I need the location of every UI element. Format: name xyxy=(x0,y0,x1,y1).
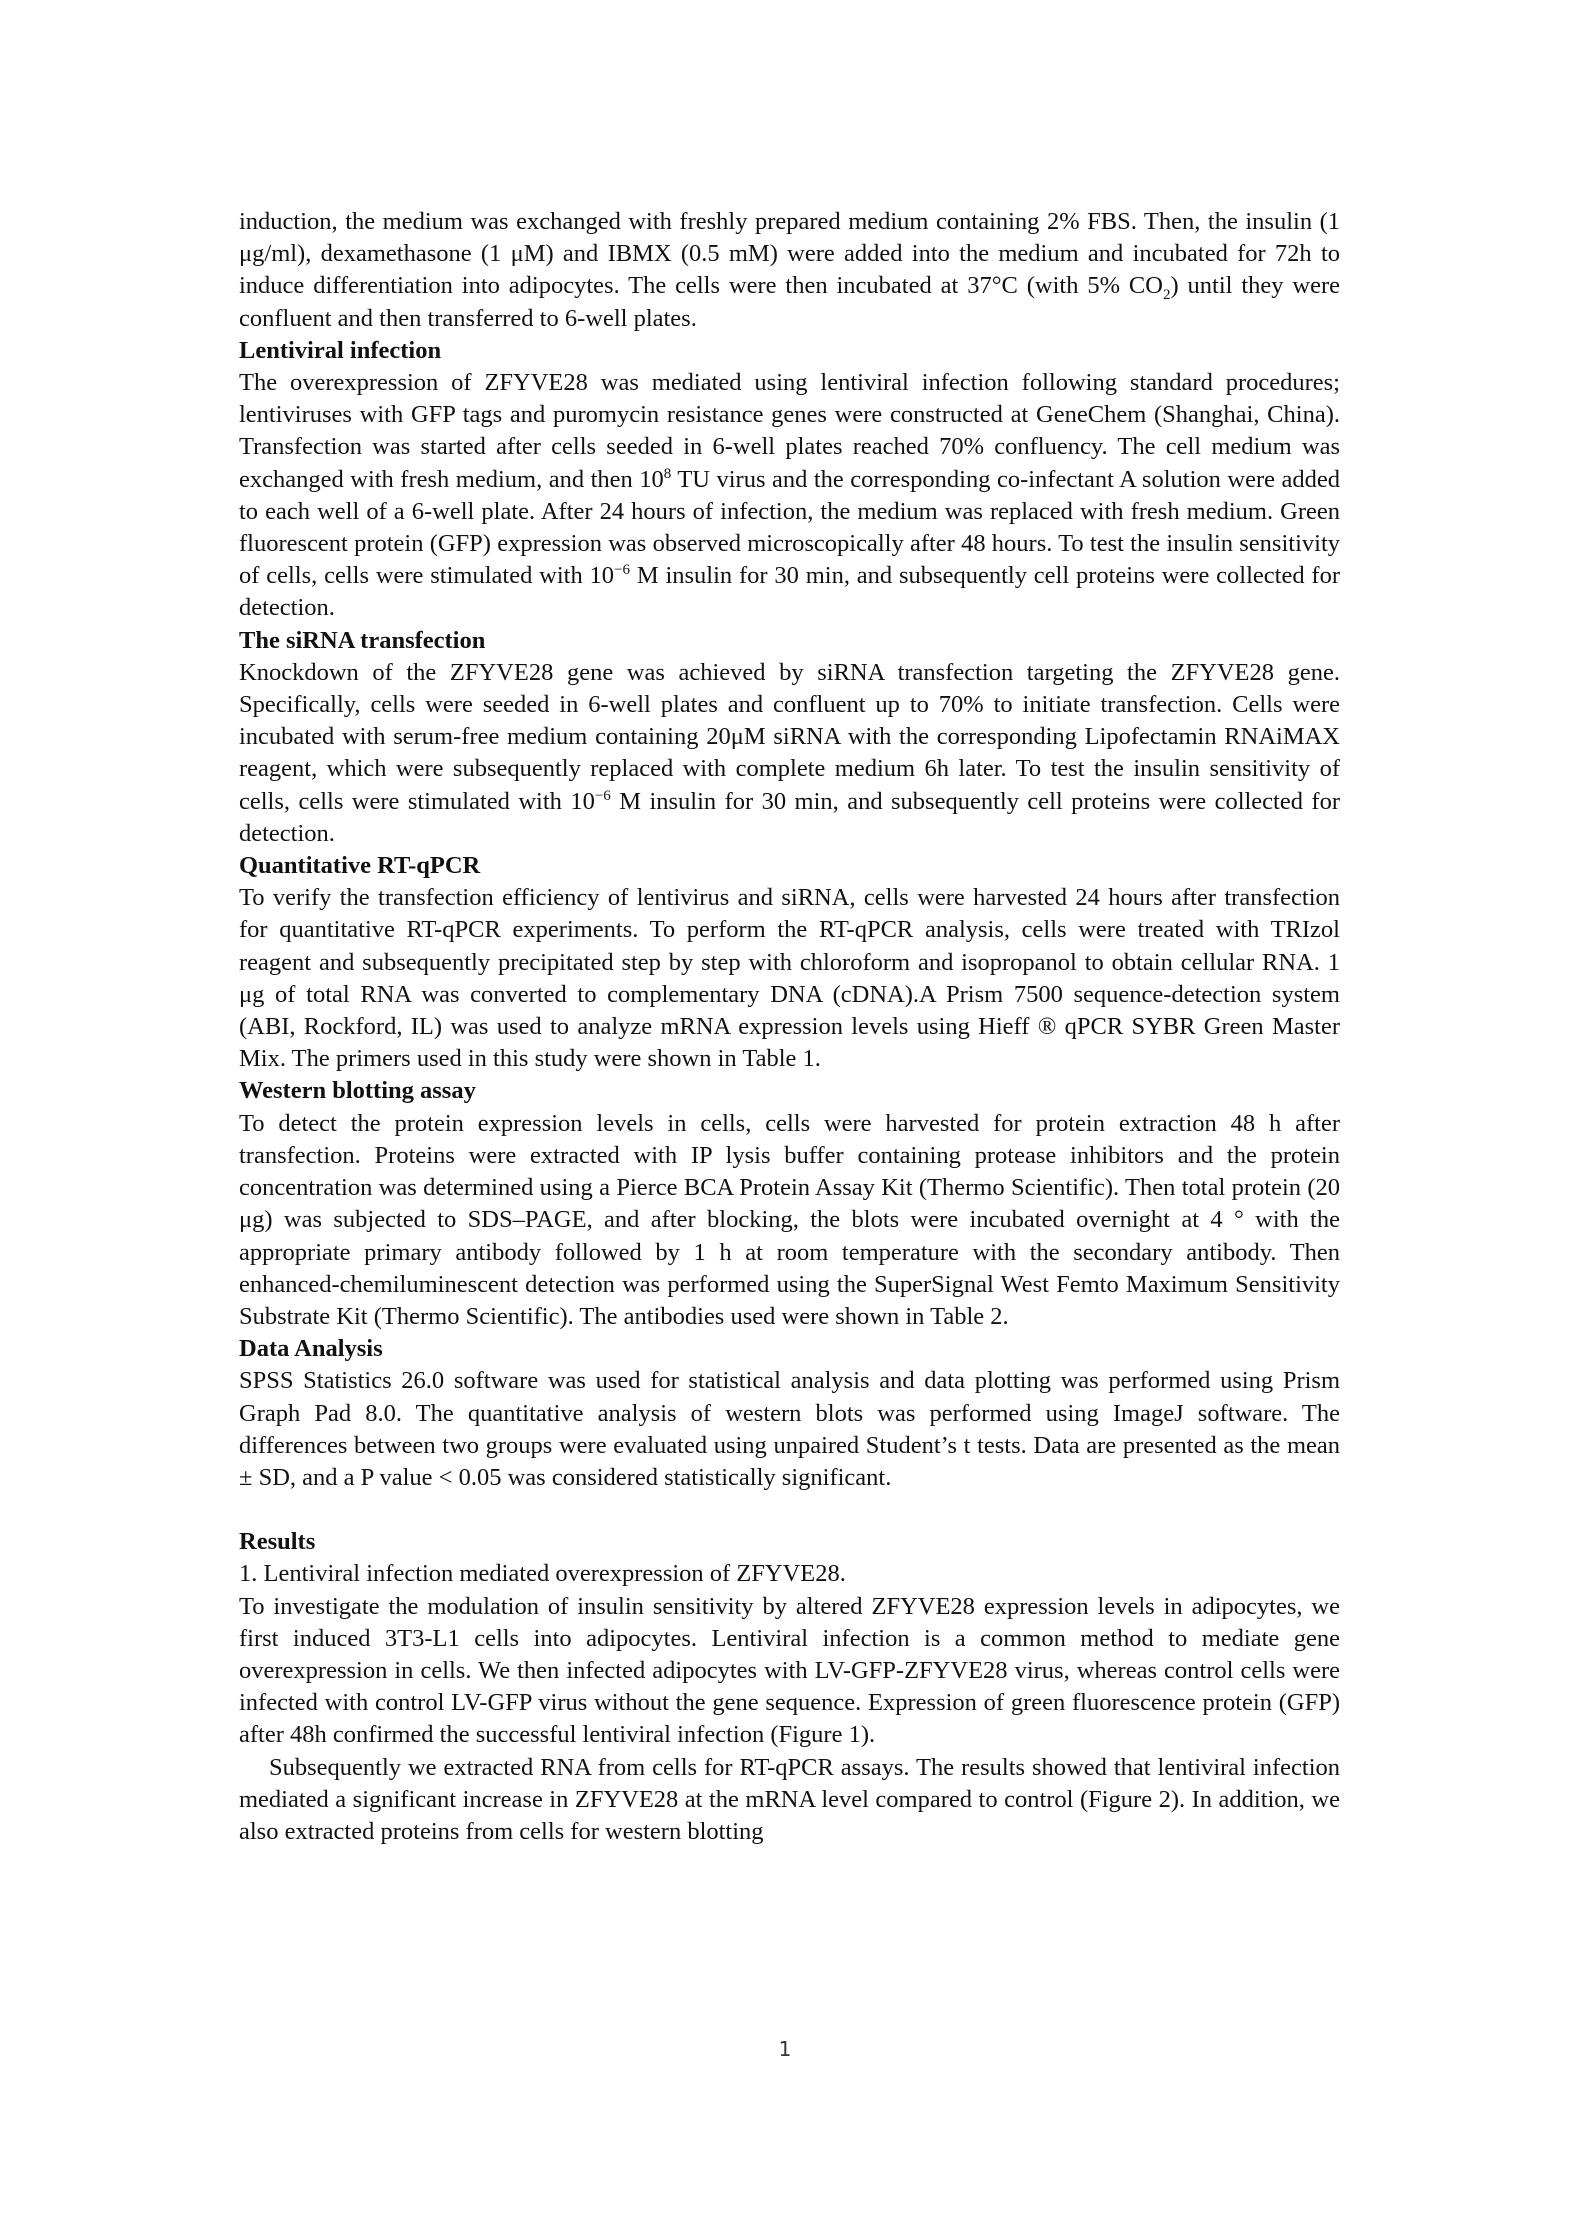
lentiviral-text-part3: M insulin for 30 min, and subsequently cell proteins were collected for detection. xyxy=(239,562,1340,622)
intro-text-part2: ) until they were confluent and then transferred to 6-well plates. xyxy=(239,272,1341,332)
results-paragraph-1: To investigate the modulation of insulin sensitivity by altered ZFYVE28 expression levels in adipocytes, we first induced 3T3-L1 cells into adipocytes. Lentiviral infection is a common method to mediate gene overexpression in cells. We then infected adipocytes with LV-GFP-ZFYVE28 virus, whereas control cells were infected with control LV-GFP virus without the gene sequence. Expression of green fluorescence protein (GFP) after 48h confirmed the successful lentiviral infection (Figure 1). xyxy=(239,1592,1340,1749)
document-page xyxy=(239,206,1340,1848)
sirna-text-part2: M insulin for 30 min, and subsequently cell proteins were collected for detection. xyxy=(239,787,1340,847)
section-spacer xyxy=(239,1494,1340,1526)
rtqpcr-paragraph: To verify the transfection efficiency of lentivirus and siRNA, cells were harvested 24 hours after transfection for quantitative RT-qPCR experiments. To perform the RT-qPCR analysis, cells were treated with TRIzol reagent and subsequently precipitated step by step with chloroform and isopropanol to obtain cellular RNA. 1 μg of total RNA was converted to complementary DNA (cDNA).A Prism 7500 sequence-detection system (ABI, Rockford, IL) was used to analyze mRNA expression levels using Hieff ® qPCR SYBR Green Master Mix. The primers used in this study were shown in Table 1. xyxy=(239,884,1340,1073)
results-paragraph-2: Subsequently we extracted RNA from cells for RT-qPCR assays. The results showed that lentiviral infection mediated a significant increase in ZFYVE28 at the mRNA level compared to control (Figure 2). In addition, we also extracted proteins from cells for western blotting xyxy=(239,1753,1340,1845)
lentiviral-paragraph xyxy=(239,367,1340,625)
sirna-insulin-exponent: −6 xyxy=(594,787,611,804)
virus-titer-exponent: 8 xyxy=(663,465,672,482)
sirna-text-part1: Knockdown of the ZFYVE28 gene was achieved by siRNA transfection targeting the ZFYVE28 gene. Specifically, cells were seeded in 6-well plates and confluent up to 70% to initiate transfection. Cells were incubated with serum-free medium containing 20μM siRNA with the corresponding Lipofectamin RNAiMAX reagent, which were subsequently replaced with complete medium 6h later. To test the insulin sensitivity of cells, cells were stimulated with 10 xyxy=(239,658,1340,815)
data-analysis-paragraph: SPSS Statistics 26.0 software was used for statistical analysis and data plotting was performed using Prism Graph Pad 8.0. The quantitative analysis of western blots was performed using ImageJ software. The differences between two groups were evaluated using unpaired Student’s t tests. Data are presented as the mean ± SD, and a P value < 0.05 was considered statistically significant. xyxy=(239,1367,1340,1491)
results-subheading: 1. Lentiviral infection mediated overexpression of ZFYVE28. xyxy=(239,1560,846,1588)
rtqpcr-heading: Quantitative RT-qPCR xyxy=(239,852,481,880)
results-heading: Results xyxy=(239,1528,316,1556)
page-number: 1 xyxy=(778,2037,792,2061)
sirna-paragraph xyxy=(239,657,1340,850)
co2-subscript: 2 xyxy=(1162,287,1171,304)
sirna-heading: The siRNA transfection xyxy=(239,626,486,654)
western-heading: Western blotting assay xyxy=(239,1077,476,1105)
data-analysis-heading: Data Analysis xyxy=(239,1335,383,1363)
lentiviral-text-part1: The overexpression of ZFYVE28 was mediated using lentiviral infection following standard procedures; lentiviruses with GFP tags and puromycin resistance genes were constructed at GeneChem (Shanghai, China). Transfection was started after cells seeded in 6-well plates reached 70% confluency. The cell medium was exchanged with fresh medium, and then 10 xyxy=(239,369,1340,493)
methods-intro-paragraph xyxy=(239,206,1340,335)
lentiviral-heading: Lentiviral infection xyxy=(239,336,442,364)
western-paragraph: To detect the protein expression levels in cells, cells were harvested for protein extraction 48 h after transfection. Proteins were extracted with IP lysis buffer containing protease inhibitors and the protein concentration was determined using a Pierce BCA Protein Assay Kit (Thermo Scientific). Then total protein (20 μg) was subjected to SDS–PAGE, and after blocking, the blots were incubated overnight at 4 ° with the appropriate primary antibody followed by 1 h at room temperature with the secondary antibody. Then enhanced-chemiluminescent detection was performed using the SuperSignal West Femto Maximum Sensitivity Substrate Kit (Thermo Scientific). The antibodies used were shown in Table 2. xyxy=(239,1109,1340,1330)
insulin-concentration-exponent: −6 xyxy=(614,562,631,579)
intro-text-part1: induction, the medium was exchanged with freshly prepared medium containing 2% FBS. Then, the insulin (1 μg/ml), dexamethasone (1 μM) and IBMX (0.5 mM) were added into the medium and incubated for 72h to induce differentiation into adipocytes. The cells were then incubated at 37°C (with 5% CO xyxy=(239,208,1340,300)
lentiviral-text-part2: TU virus and the corresponding co-infectant A solution were added to each well of a 6-well plate. After 24 hours of infection, the medium was replaced with fresh medium. Green fluorescent protein (GFP) expression was observed microscopically after 48 hours. To test the insulin sensitivity of cells, cells were stimulated with 10 xyxy=(239,465,1340,590)
